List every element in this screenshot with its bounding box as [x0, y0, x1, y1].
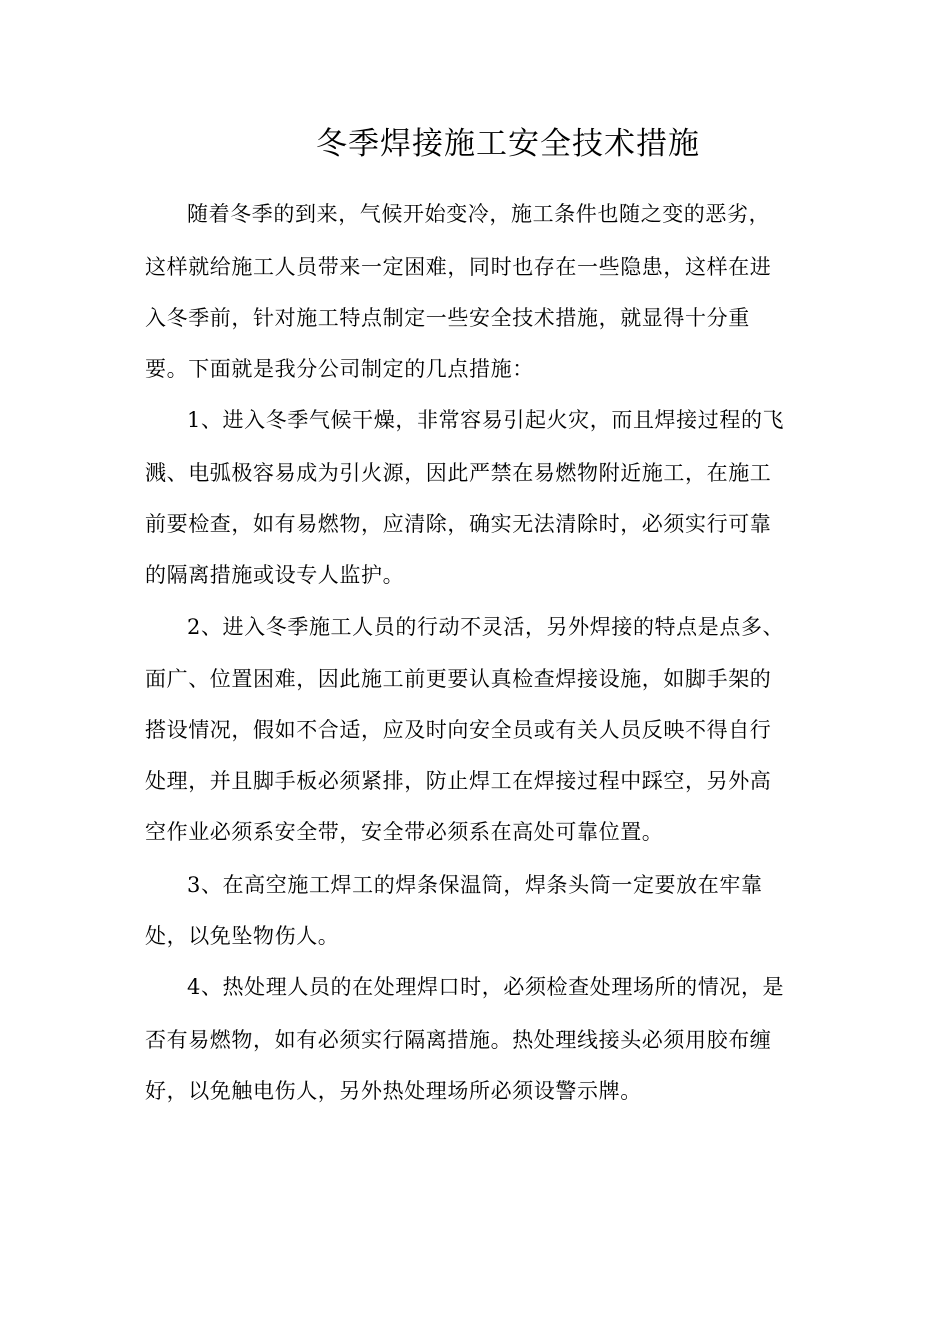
body-line-4: 要。下面就是我分公司制定的几点措施： [145, 357, 534, 381]
body-line-17: 否有易燃物，如有必须实行隔离措施。热处理线接头必须用胶布缠 [145, 1028, 772, 1052]
body-line-15: 处，以免坠物伤人。 [145, 924, 340, 948]
body-line-12: 处理，并且脚手板必须紧排，防止焊工在焊接过程中踩空，另外高 [145, 769, 772, 793]
body-line-2: 这样就给施工人员带来一定困难，同时也存在一些隐患，这样在进 [145, 255, 772, 279]
body-line-18: 好，以免触电伤人，另外热处理场所必须设警示牌。 [145, 1079, 642, 1103]
body-line-5: 1、进入冬季气候干燥，非常容易引起火灾，而且焊接过程的飞 [187, 408, 785, 432]
body-line-9: 2、进入冬季施工人员的行动不灵活，另外焊接的特点是点多、 [187, 615, 785, 639]
body-line-7: 前要检查，如有易燃物，应清除，确实无法清除时，必须实行可靠 [145, 512, 772, 536]
body-line-16: 4、热处理人员的在处理焊口时，必须检查处理场所的情况，是 [187, 975, 785, 999]
body-line-3: 入冬季前，针对施工特点制定一些安全技术措施，就显得十分重 [145, 306, 750, 330]
body-line-1: 随着冬季的到来，气候开始变冷，施工条件也随之变的恶劣， [187, 202, 771, 226]
body-line-10: 面广、位置困难，因此施工前更要认真检查焊接设施，如脚手架的 [145, 667, 772, 691]
body-line-13: 空作业必须系安全带，安全带必须系在高处可靠位置。 [145, 820, 664, 844]
body-line-6: 溅、电弧极容易成为引火源，因此严禁在易燃物附近施工，在施工 [145, 461, 772, 485]
body-line-14: 3、在高空施工焊工的焊条保温筒，焊条头筒一定要放在牢靠 [187, 873, 763, 897]
body-line-11: 搭设情况，假如不合适，应及时向安全员或有关人员反映不得自行 [145, 718, 772, 742]
document-title: 冬季焊接施工安全技术措施 [316, 126, 700, 162]
body-line-8: 的隔离措施或设专人监护。 [145, 563, 405, 587]
